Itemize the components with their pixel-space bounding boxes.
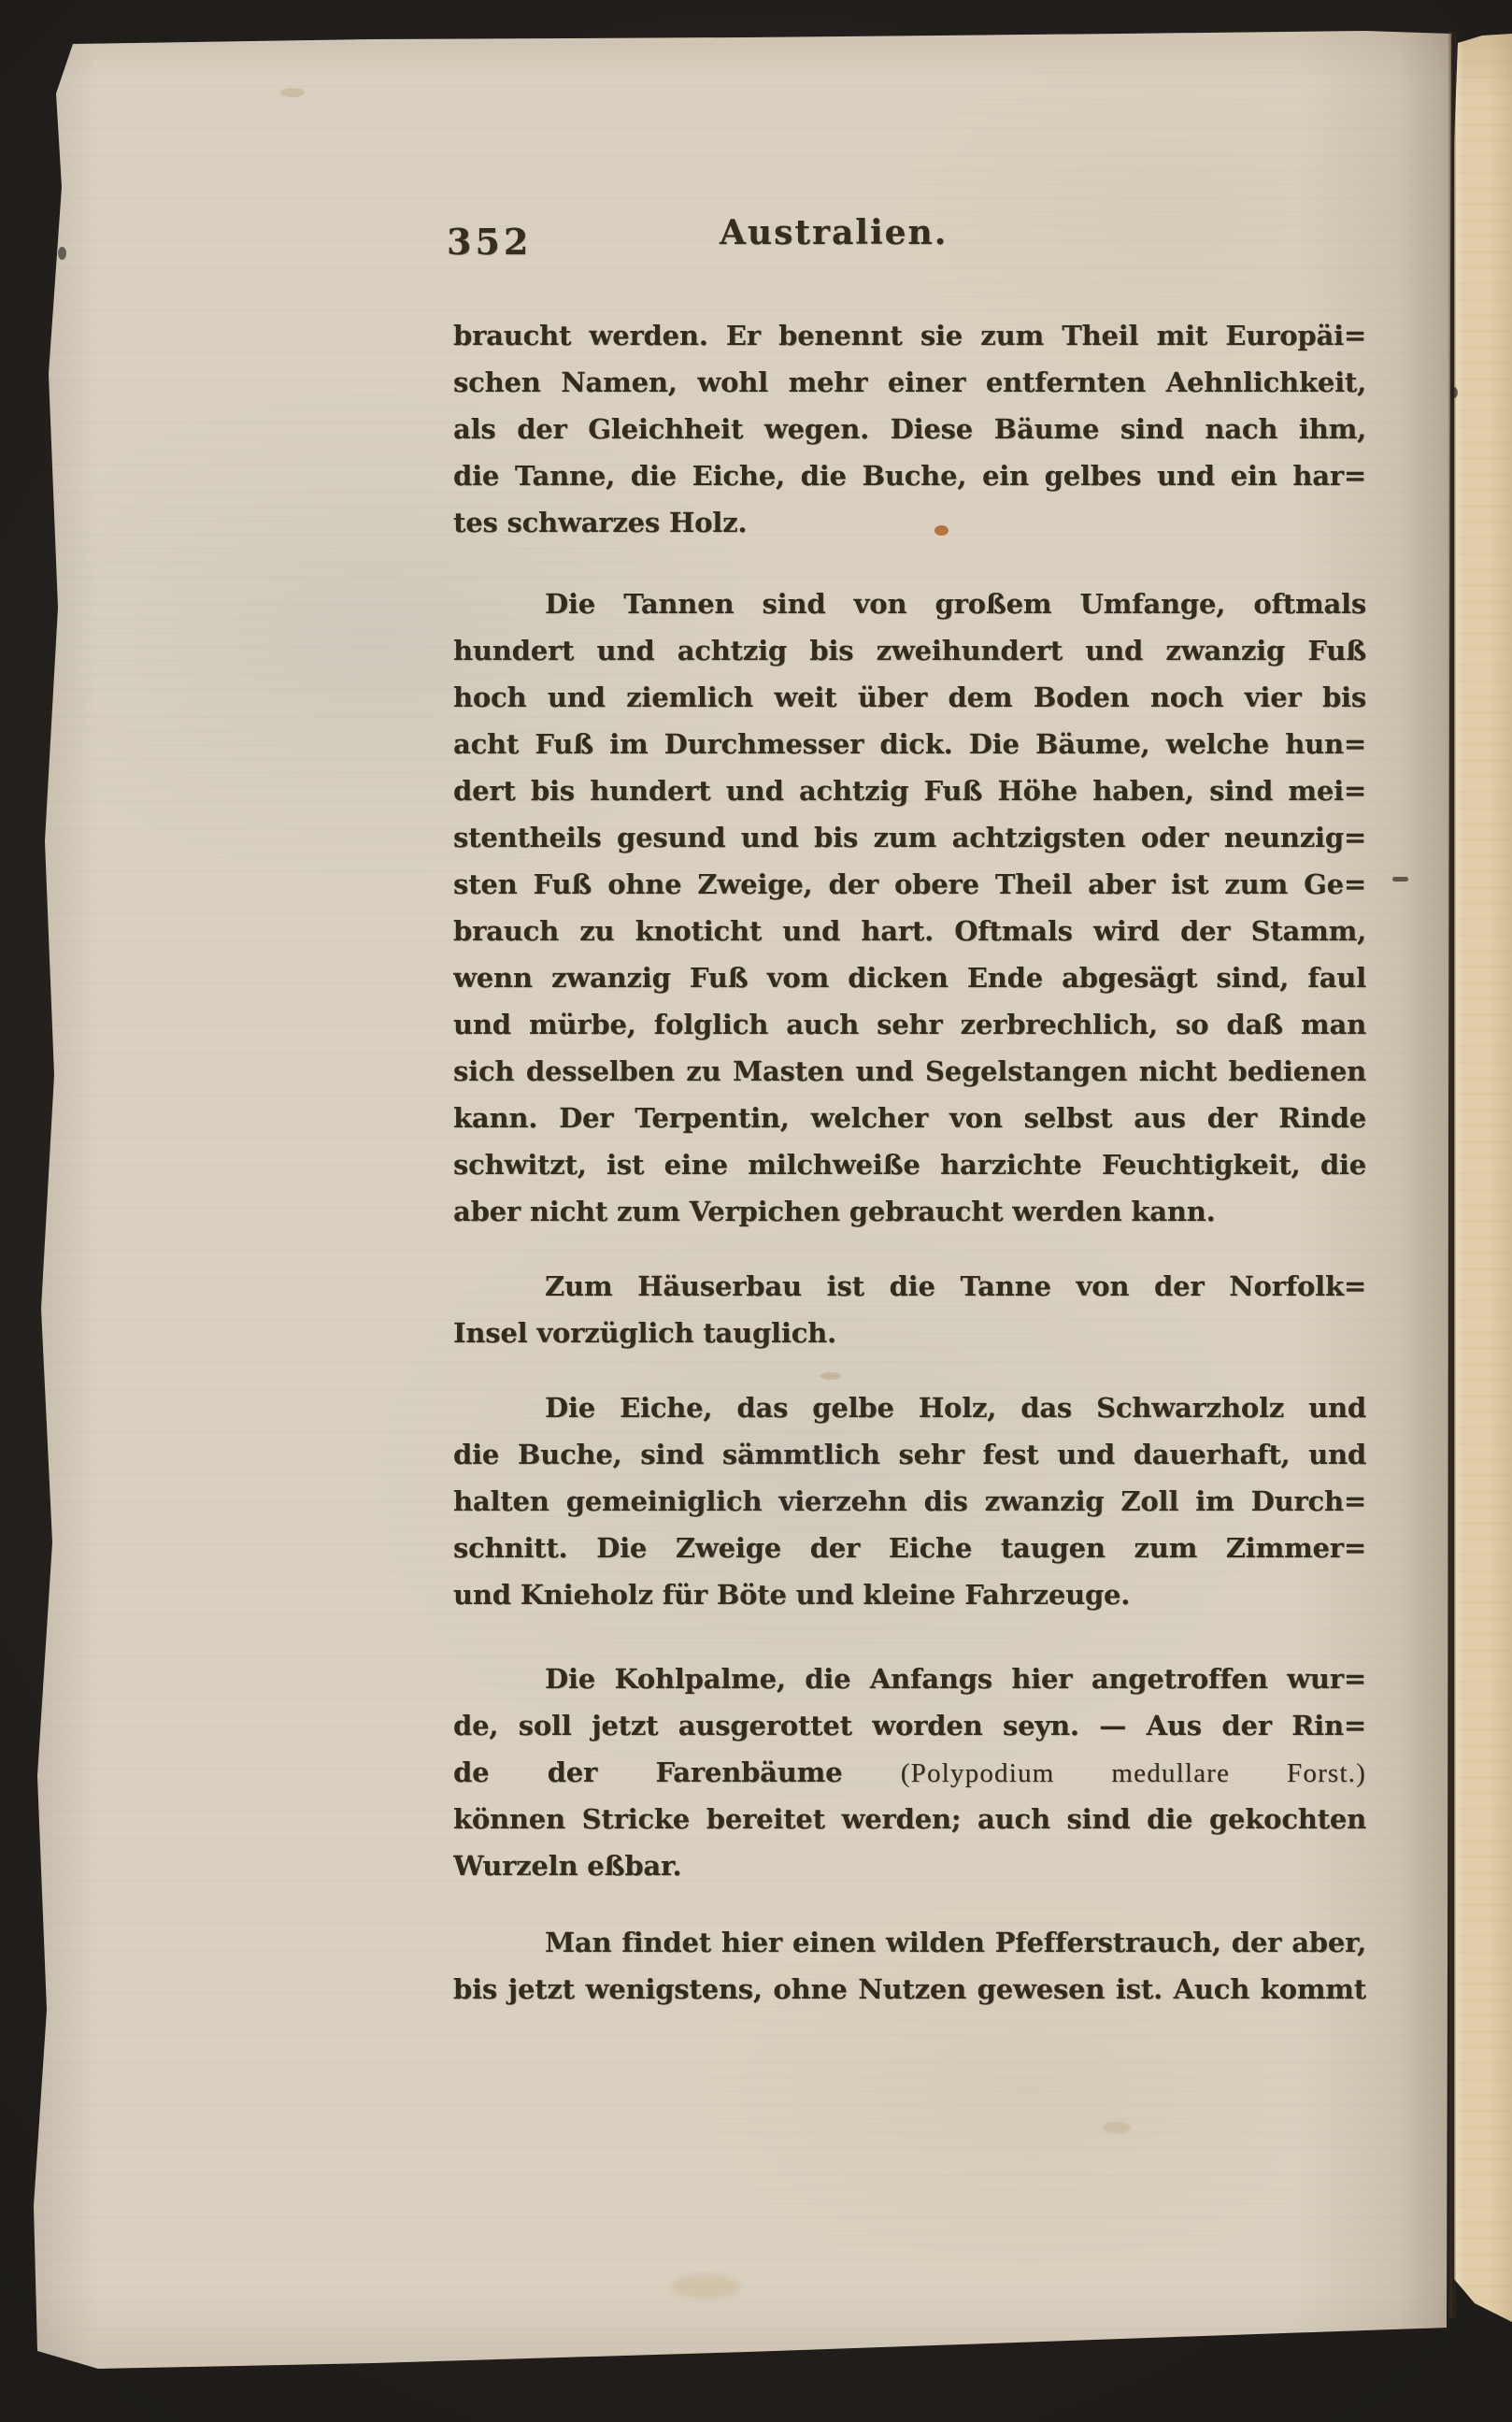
text-line: tes schwarzes Holz. <box>453 507 748 538</box>
text-line: schen Namen, wohl mehr einer entfernten Aehnlichkeit, <box>453 366 1366 398</box>
paragraph <box>453 1655 1366 1889</box>
text-fragment-fraktur: de der Farenbäume <box>453 1756 901 1788</box>
running-head: Australien. <box>720 213 949 252</box>
text-line: dert bis hundert und achtzig Fuß Höhe haben, sind mei= <box>453 775 1366 807</box>
text-line: brauch zu knoticht und hart. Oftmals wird der Stamm, <box>453 915 1366 947</box>
next-leaf-fore-edge <box>1454 34 1512 2335</box>
page-gutter-shadow <box>1448 32 1456 2318</box>
text-line: sich desselben zu Masten und Segelstangen nicht bedienen <box>453 1055 1366 1087</box>
text-line: Insel vorzüglich tauglich. <box>453 1317 836 1349</box>
paragraph <box>453 312 1366 546</box>
text-line: schnitt. Die Zweige der Eiche taugen zum Zimmer= <box>453 1532 1366 1564</box>
text-line: Die Kohlpalme, die Anfangs hier angetroffen wur= <box>545 1663 1366 1695</box>
text-line: sten Fuß ohne Zweige, der obere Theil aber ist zum Ge= <box>453 868 1366 900</box>
paragraph <box>453 1919 1366 2013</box>
text-line: halten gemeiniglich vierzehn dis zwanzig Zoll im Durch= <box>453 1485 1366 1517</box>
text-line: Die Eiche, das gelbe Holz, das Schwarzholz und <box>545 1392 1366 1424</box>
text-line: Wurzeln eßbar. <box>453 1850 682 1882</box>
text-line: und Knieholz für Böte und kleine Fahrzeuge. <box>453 1579 1131 1611</box>
text-line: Zum Häuserbau ist die Tanne von der Norfolk= <box>545 1270 1366 1302</box>
text-line: stentheils gesund und bis zum achtzigsten oder neunzig= <box>453 822 1366 853</box>
text-line: bis jetzt wenigstens, ohne Nutzen gewesen ist. Auch kommt <box>453 1973 1366 2005</box>
text-line: schwitzt, ist eine milchweiße harzichte Feuchtigkeit, die <box>453 1149 1366 1181</box>
text-line: als der Gleichheit wegen. Diese Bäume sind nach ihm, <box>453 413 1366 445</box>
page-number: 352 <box>447 221 533 263</box>
text-line: die Buche, sind sämmtlich sehr fest und dauerhaft, und <box>453 1439 1366 1470</box>
text-line: Die Tannen sind von großem Umfange, oftmals <box>545 588 1366 620</box>
text-line: die Tanne, die Eiche, die Buche, ein gelbes und ein har= <box>453 460 1366 492</box>
text-line: und mürbe, folglich auch sehr zerbrechlich, so daß man <box>453 1009 1366 1040</box>
text-fragment-antiqua-botanical-name: (Polypodium medullare Forst.) <box>900 1758 1366 1788</box>
text-line: Man findet hier einen wilden Pfefferstrauch, der aber, <box>545 1927 1366 1958</box>
text-line: acht Fuß im Durchmesser dick. Die Bäume, welche hun= <box>453 728 1366 760</box>
paragraph <box>453 1263 1366 1356</box>
text-line: können Stricke bereitet werden; auch sind die gekochten <box>453 1803 1366 1835</box>
text-line <box>453 1749 1366 1796</box>
text-block <box>453 312 1366 2013</box>
text-line: aber nicht zum Verpichen gebraucht werden kann. <box>453 1196 1216 1227</box>
text-line: hoch und ziemlich weit über dem Boden noch vier bis <box>453 681 1366 713</box>
text-line: de, soll jetzt ausgerottet worden seyn. — Aus der Rin= <box>453 1710 1366 1741</box>
text-line: hundert und achtzig bis zweihundert und zwanzig Fuß <box>453 635 1366 666</box>
text-line: kann. Der Terpentin, welcher von selbst aus der Rinde <box>453 1102 1366 1134</box>
text-line: braucht werden. Er benennt sie zum Theil mit Europäi= <box>453 320 1366 351</box>
text-line: wenn zwanzig Fuß vom dicken Ende abgesägt sind, faul <box>453 962 1366 994</box>
paragraph <box>453 580 1366 1235</box>
paragraph <box>453 1384 1366 1618</box>
